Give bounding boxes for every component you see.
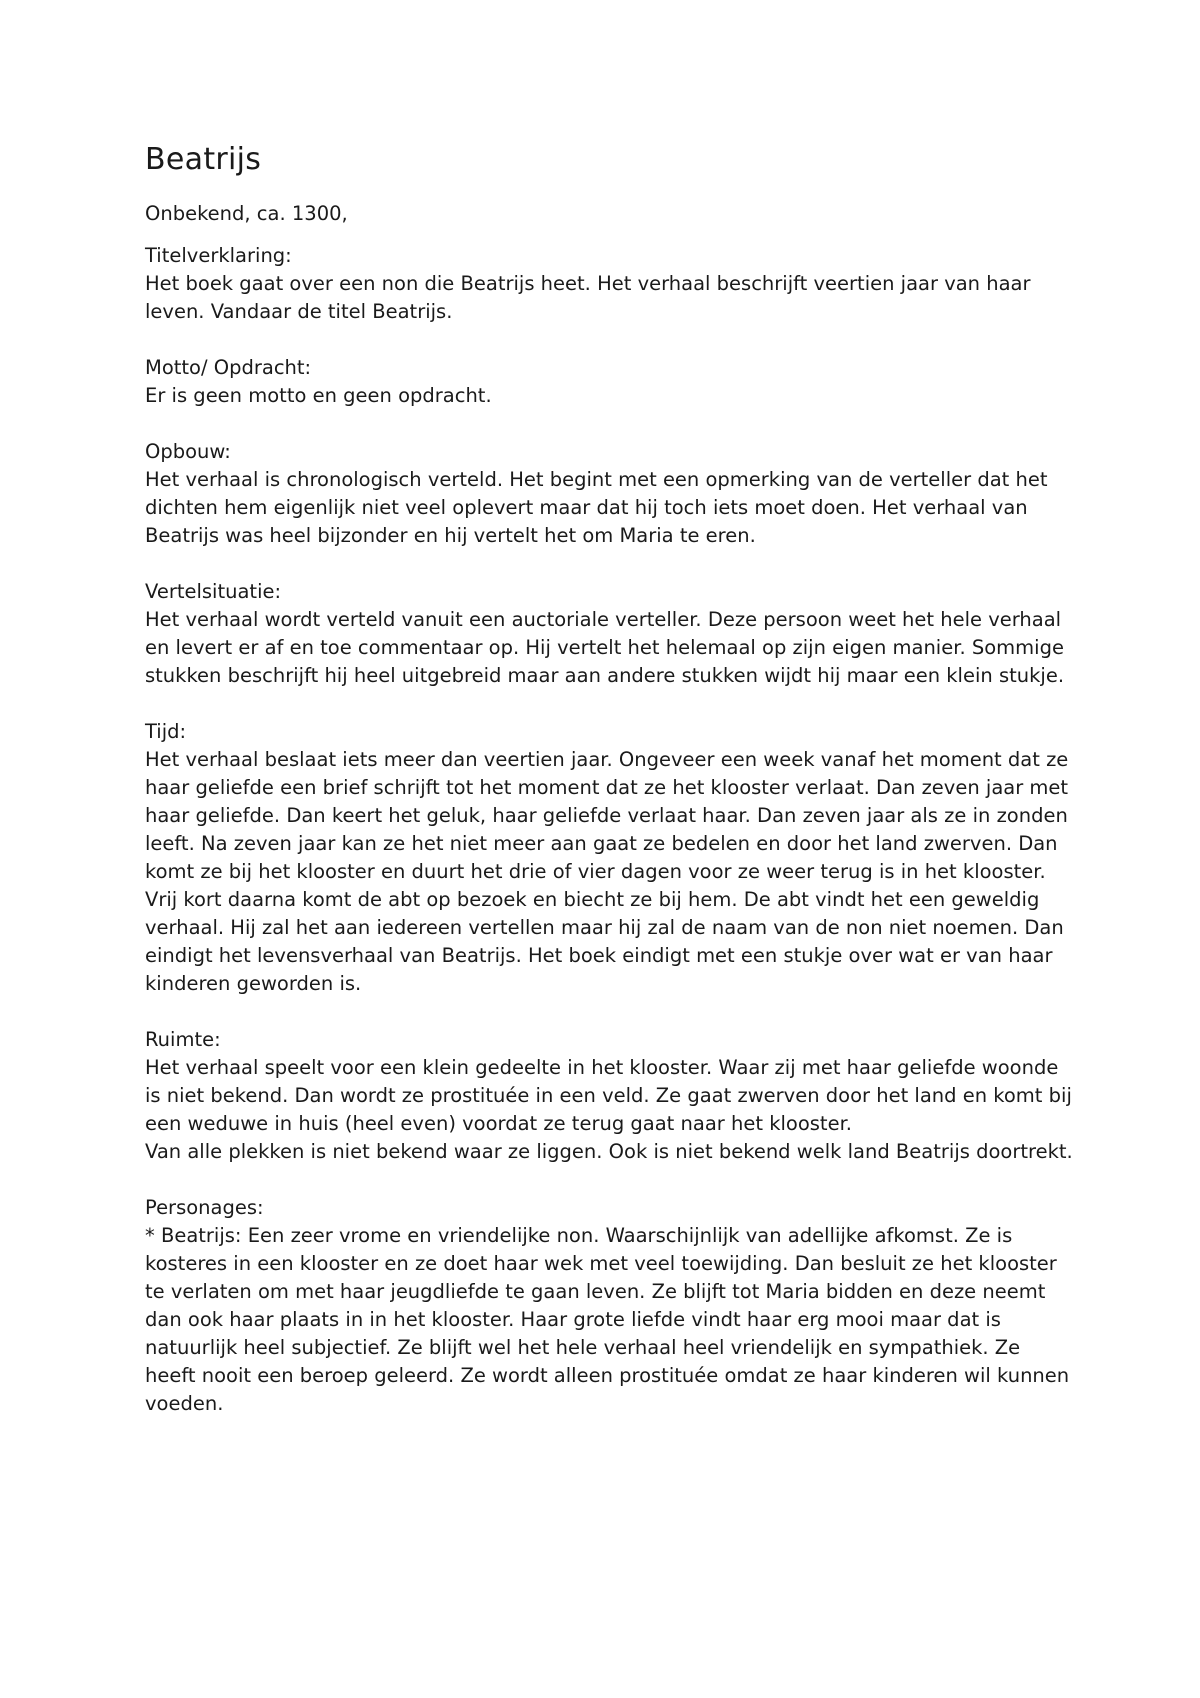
section-paragraph: Het boek gaat over een non die Beatrijs heet. Het verhaal beschrijft veertien jaar van haar leven. Vandaar de titel Beatrijs. <box>145 272 1031 323</box>
section-paragraph: Van alle plekken is niet bekend waar ze liggen. Ook is niet bekend welk land Beatrijs doortrekt. <box>145 1140 1073 1163</box>
section-paragraph: Het verhaal beslaat iets meer dan veertien jaar. Ongeveer een week vanaf het moment dat ze haar geliefde een brief schrijft tot het moment dat ze het klooster verlaat. Dan zeven jaar met haar geliefde. Dan keert het geluk, haar geliefde verlaat haar. Dan zeven jaar als ze in zonden leeft. Na zeven jaar kan ze het niet meer aan gaat ze bedelen en door het land zwerven. Dan komt ze bij het klooster en duurt het drie of vier dagen voor ze weer terug is in het klooster. Vrij kort daarna komt de abt op bezoek en biecht ze bij hem. De abt vindt het een geweldig verhaal. Hij zal het aan iedereen vertellen maar hij zal de naam van de non niet noemen. Dan eindigt het levensverhaal van Beatrijs. Het boek eindigt met een stukje over wat er van haar kinderen geworden is. <box>145 748 1069 995</box>
section-tijd <box>145 718 1075 998</box>
section-heading: Motto/ Opdracht: <box>145 356 312 379</box>
section-opbouw <box>145 438 1075 550</box>
document-page <box>145 140 1075 1446</box>
section-paragraph: Er is geen motto en geen opdracht. <box>145 384 492 407</box>
section-personages <box>145 1194 1075 1418</box>
section-heading: Titelverklaring: <box>145 244 292 267</box>
section-heading: Ruimte: <box>145 1028 221 1051</box>
section-paragraph: Het verhaal is chronologisch verteld. Het begint met een opmerking van de verteller dat het dichten hem eigenlijk niet veel oplevert maar dat hij toch iets moet doen. Het verhaal van Beatrijs was heel bijzonder en hij vertelt het om Maria te eren. <box>145 468 1048 547</box>
section-heading: Opbouw: <box>145 440 231 463</box>
document-title: Beatrijs <box>145 142 262 177</box>
section-vertelsituatie <box>145 578 1075 690</box>
section-paragraph: * Beatrijs: Een zeer vrome en vriendelijke non. Waarschijnlijk van adellijke afkomst. Ze is kosteres in een klooster en ze doet haar wek met veel toewijding. Dan besluit ze het klooster te verlaten om met haar jeugdliefde te gaan leven. Ze blijft tot Maria bidden en deze neemt dan ook haar plaats in in het klooster. Haar grote liefde vindt haar erg mooi maar dat is natuurlijk heel subjectief. Ze blijft wel het hele verhaal heel vriendelijk en sympathiek. Ze heeft nooit een beroep geleerd. Ze wordt alleen prostituée omdat ze haar kinderen wil kunnen voeden. <box>145 1224 1070 1415</box>
author-line: Onbekend, ca. 1300, <box>145 202 348 225</box>
section-heading: Personages: <box>145 1196 264 1219</box>
section-heading: Vertelsituatie: <box>145 580 282 603</box>
section-paragraph: Het verhaal speelt voor een klein gedeelte in het klooster. Waar zij met haar geliefde woonde is niet bekend. Dan wordt ze prostituée in een veld. Ze gaat zwerven door het land en komt bij een weduwe in huis (heel even) voordat ze terug gaat naar het klooster. <box>145 1056 1072 1135</box>
section-paragraph: Het verhaal wordt verteld vanuit een auctoriale verteller. Deze persoon weet het hele verhaal en levert er af en toe commentaar op. Hij vertelt het helemaal op zijn eigen manier. Sommige stukken beschrijft hij heel uitgebreid maar aan andere stukken wijdt hij maar een klein stukje. <box>145 608 1065 687</box>
section-motto-opdracht <box>145 354 1075 410</box>
section-ruimte <box>145 1026 1075 1166</box>
section-heading: Tijd: <box>145 720 187 743</box>
section-titelverklaring <box>145 242 1075 326</box>
